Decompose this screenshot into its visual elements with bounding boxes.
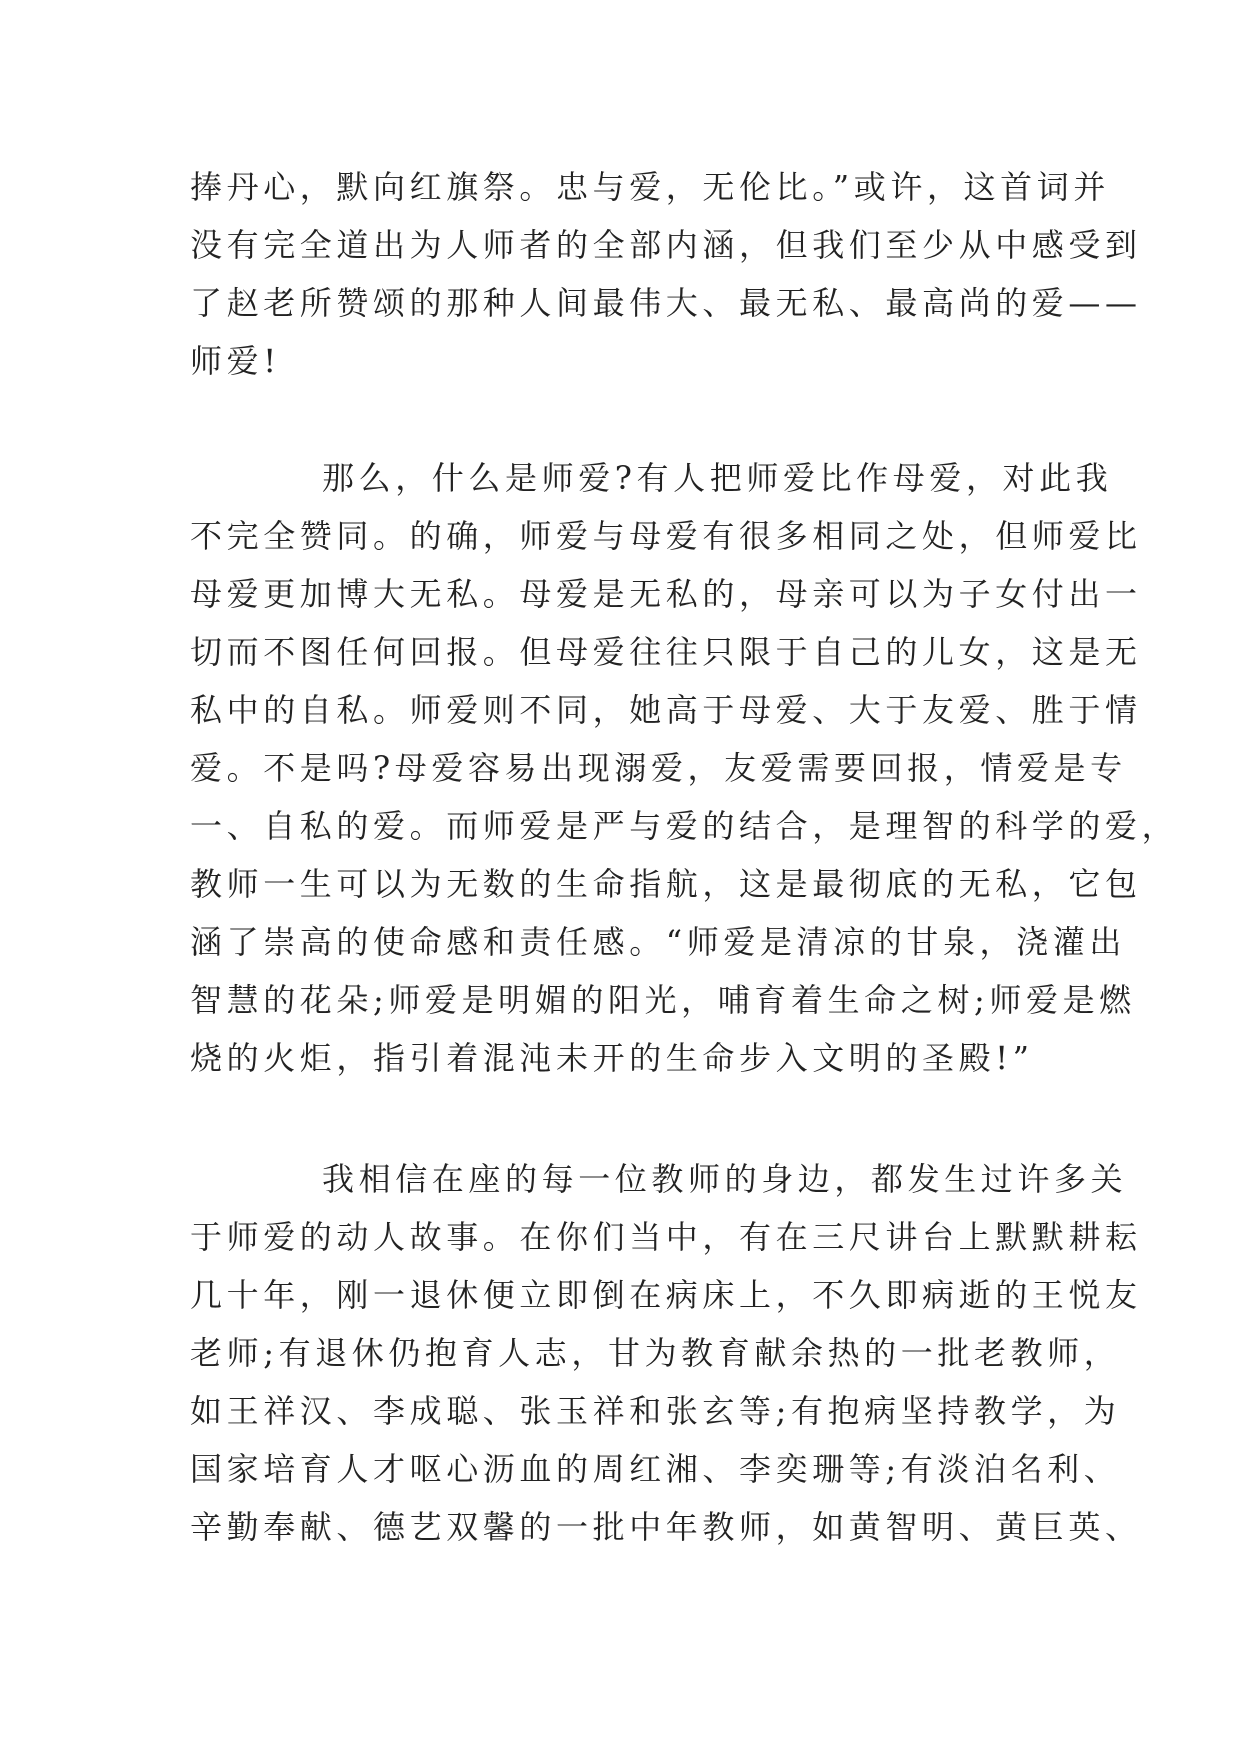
paragraph-line: 母爱更加博大无私。母爱是无私的，母亲可以为子女付出一 [190, 575, 1142, 613]
paragraph-2 [190, 449, 1179, 1087]
paragraph-line: 教师一生可以为无数的生命指航，这是最彻底的无私，它包 [190, 865, 1142, 903]
paragraph-3 [190, 1150, 1142, 1556]
paragraph-line: 爱。不是吗?母爱容易出现溺爱，友爱需要回报，情爱是专 [190, 749, 1127, 787]
paragraph-line: 一、自私的爱。而师爱是严与爱的结合，是理智的科学的爱， [190, 807, 1179, 845]
paragraph-line: 不完全赞同。的确，师爱与母爱有很多相同之处，但师爱比 [190, 517, 1142, 555]
paragraph-line: 于师爱的动人故事。在你们当中，有在三尺讲台上默默耕耘 [190, 1218, 1142, 1256]
paragraph-line: 涵了崇高的使命感和责任感。“师爱是清凉的甘泉，浇灌出 [190, 923, 1126, 961]
paragraph-line: 辛勤奉献、德艺双馨的一批中年教师，如黄智明、黄巨英、 [190, 1508, 1142, 1546]
paragraph-line: 切而不图任何回报。但母爱往往只限于自己的儿女，这是无 [190, 633, 1142, 671]
paragraph-first-line: 那么，什么是师爱?有人把师爱比作母爱，对此我 [322, 459, 1113, 497]
paragraph-line: 私中的自私。师爱则不同，她高于母爱、大于友爱、胜于情 [190, 691, 1142, 729]
paragraph-line: 捧丹心，默向红旗祭。忠与爱，无伦比。”或许，这首词并 [190, 168, 1110, 206]
paragraph-line: 了赵老所赞颂的那种人间最伟大、最无私、最高尚的爱—— [190, 284, 1142, 322]
paragraph-line: 老师;有退休仍抱育人志，甘为教育献余热的一批老教师， [190, 1334, 1121, 1372]
paragraph-line: 国家培育人才呕心沥血的周红湘、李奕珊等;有淡泊名利、 [190, 1450, 1121, 1488]
paragraph-line: 智慧的花朵;师爱是明媚的阳光，哺育着生命之树;师爱是燃 [190, 981, 1136, 1019]
paragraph-line: 没有完全道出为人师者的全部内涵，但我们至少从中感受到 [190, 226, 1142, 264]
paragraph-line: 师爱! [190, 342, 281, 380]
paragraph-line: 几十年，刚一退休便立即倒在病床上，不久即病逝的王悦友 [190, 1276, 1142, 1314]
paragraph-first-line: 我相信在座的每一位教师的身边，都发生过许多关 [322, 1160, 1128, 1198]
paragraph-line: 如王祥汉、李成聪、张玉祥和张玄等;有抱病坚持教学，为 [190, 1392, 1121, 1430]
paragraph-line: 烧的火炬，指引着混沌未开的生命步入文明的圣殿!” [190, 1039, 1034, 1077]
paragraph-1 [190, 158, 1142, 390]
